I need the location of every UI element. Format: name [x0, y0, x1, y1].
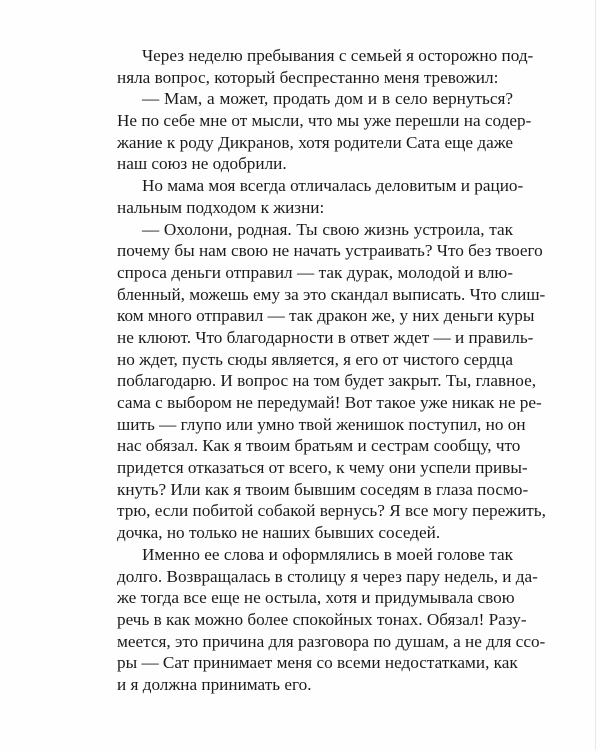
paragraph — [117, 544, 546, 696]
text-line: сама с выбором не передумай! Вот такое уже никак не ре- — [117, 393, 542, 412]
text-line: почему бы нам свою не начать устраивать? Что без твоего — [117, 241, 543, 261]
text-line: наш союз не одобрили. — [117, 154, 287, 174]
text-line: дочка, но только не наших бывших соседей. — [117, 523, 441, 543]
text-line: спроса деньги отправил — так дурак, молодой и влю- — [117, 262, 513, 282]
text-line: бленный, можешь ему за это скандал выписать. Что слиш- — [117, 284, 546, 304]
text-line: и я должна принимать его. — [117, 674, 312, 694]
paragraph — [117, 175, 524, 218]
paragraph — [117, 88, 532, 175]
text-line: — Мам, а может, продать дом и в село вернуться? — [142, 89, 513, 109]
text-line: речь в как можно более спокойных тонах. Обязал! Разу- — [117, 609, 527, 629]
text-line: нас обязал. Как я твоим братьям и сестрам сообщу, что — [117, 436, 521, 456]
text-line: меется, это причина для разговора по душам, а не для ссо- — [117, 631, 546, 651]
text-line: Через неделю пребывания с семьей я осторожно под- — [142, 46, 534, 65]
text-line: жание к роду Дикранов, хотя родители Сата еще даже — [117, 132, 513, 152]
text-line: Именно ее слова и оформлялись в моей голове так — [142, 544, 513, 564]
text-line: же тогда все еще не остыла, хотя и придумывала свою — [117, 588, 515, 608]
text-line: шить — глупо или умно твой женишок поступил, но он — [117, 414, 526, 434]
text-line: поблагодарю. И вопрос на том будет закрыт. Ты, главное, — [117, 371, 537, 391]
text-line: придется отказаться от всего, к чему они успели привы- — [117, 458, 528, 478]
text-line: Но мама моя всегда отличалась деловитым и рацио- — [142, 176, 524, 196]
paragraph — [117, 45, 534, 88]
text-line: Не по себе мне от мысли, что мы уже перешли на содер- — [117, 111, 532, 131]
text-line: ком много отправил — так дракон же, у них деньги куры — [117, 306, 535, 326]
text-line: но ждет, пусть сюды является, я его от чистого сердца — [117, 349, 513, 369]
text-line: кнуть? Или как я твоим бывшим соседям в глаза посмо- — [117, 479, 529, 499]
text-line: долго. Возвращалась в столицу я через пару недель, и да- — [117, 566, 538, 586]
text-line: трю, если побитой собакой вернусь? Я все могу пережить, — [117, 501, 546, 521]
text-line: нальным подходом к жизни: — [117, 197, 325, 217]
text-line: не клюют. Что благодарности в ответ ждет — и правиль- — [117, 327, 534, 347]
text-line: няла вопрос, который беспрестанно меня тревожил: — [117, 67, 499, 87]
paragraph — [117, 219, 546, 544]
page-edge-shadow — [595, 0, 596, 750]
text-line: ры — Сат принимает меня со всеми недостатками, как — [117, 653, 518, 673]
body-text — [117, 45, 546, 696]
text-line: — Охолони, родная. Ты свою жизнь устроила, так — [142, 219, 513, 239]
